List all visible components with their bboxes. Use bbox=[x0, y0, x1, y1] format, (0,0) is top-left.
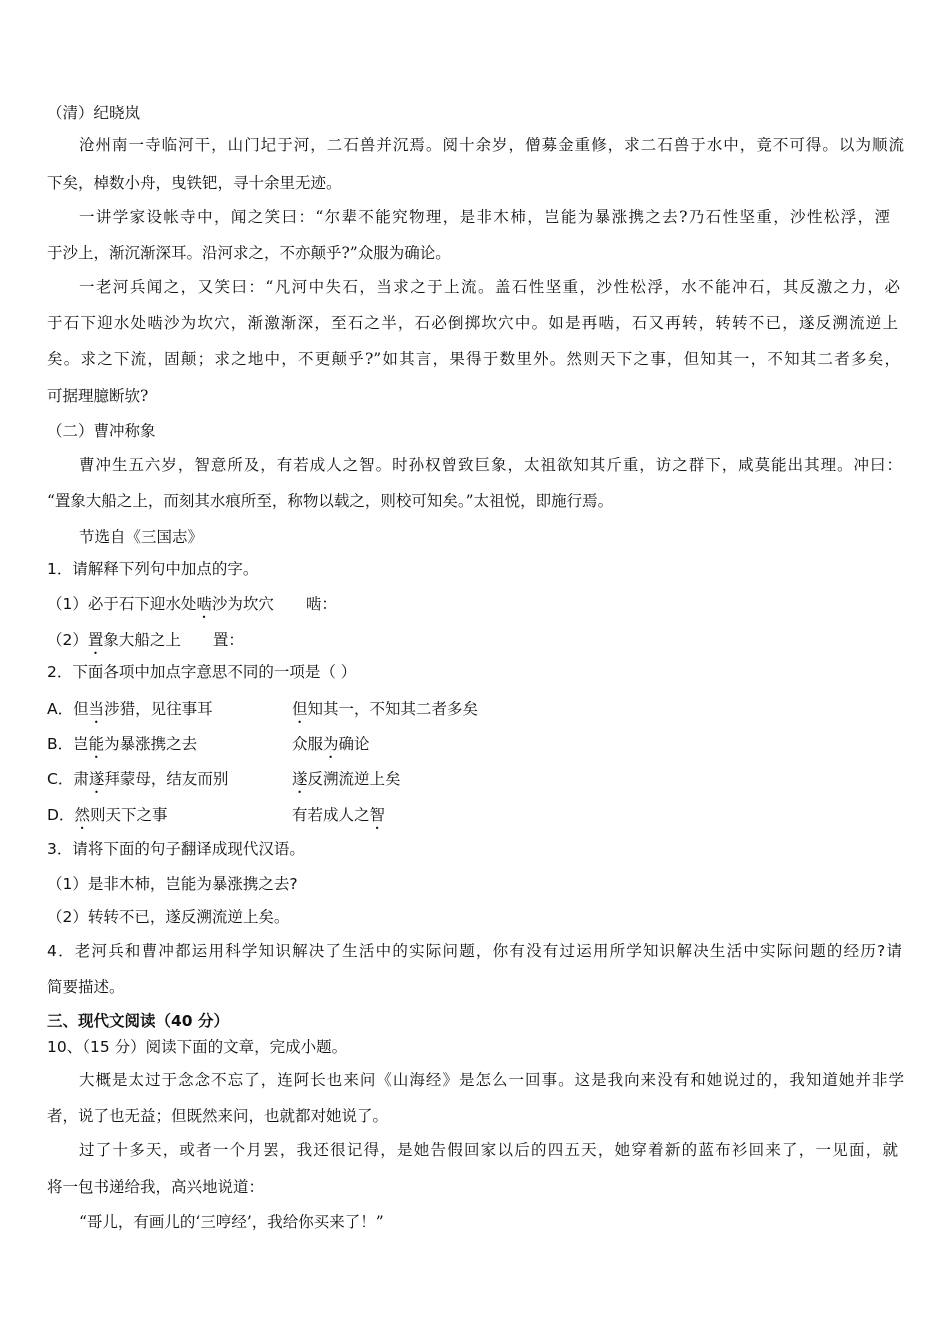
option-c: C．肃遂拜蒙母，结友而别 遂反溯流逆上矣 bbox=[47, 770, 401, 788]
paragraph-line: 于沙上，渐沉渐深耳。沿河求之，不亦颠乎?”众服为确论。 bbox=[47, 244, 451, 262]
question-1-item-2: （2）置象大船之上 置： bbox=[47, 631, 244, 649]
author-line: （清）纪晓岚 bbox=[47, 104, 141, 122]
question-4: 4．老河兵和曹冲都运用科学知识解决了生活中的实际问题，你有没有过运用所学知识解决生活中实际问题的经历?请 bbox=[47, 942, 902, 960]
section-heading: （二）曹冲称象 bbox=[47, 422, 156, 440]
question-3: 3．请将下面的句子翻译成现代汉语。 bbox=[47, 840, 305, 858]
question-1-item-1: （1）必于石下迎水处啮沙为坎穴 啮： bbox=[47, 595, 337, 613]
paragraph-line: 者，说了也无益；但既然来问，也就都对她说了。 bbox=[47, 1107, 389, 1125]
paragraph-line: 一老河兵闻之，又笑曰：“凡河中失石，当求之于上流。盖石性坚重，沙性松浮，水不能冲石，其反激之力，必 bbox=[79, 278, 900, 296]
paragraph-line: 将一包书递给我，高兴地说道： bbox=[47, 1178, 265, 1196]
question-4-cont: 简要描述。 bbox=[47, 978, 125, 996]
paragraph-line: 一讲学家设帐寺中，闻之笑曰：“尔辈不能究物理，是非木杮，岂能为暴涨携之去?乃石性坚重，沙性松浮，湮 bbox=[79, 208, 890, 226]
question-2: 2．下面各项中加点字意思不同的一项是（ ） bbox=[47, 663, 357, 681]
question-10: 10、（15 分）阅读下面的文章，完成小题。 bbox=[47, 1038, 348, 1056]
option-b: B．岂能为暴涨携之去 众服为确论 bbox=[47, 735, 370, 753]
paragraph-line: “哥儿，有画儿的‘三哼经’，我给你买来了！” bbox=[79, 1213, 384, 1231]
option-a: A．但当涉猎，见往事耳 但知其一，不知其二者多矣 bbox=[47, 700, 479, 718]
source-note: 节选自《三国志》 bbox=[79, 528, 204, 546]
paragraph-line: 大概是太过于念念不忘了，连阿长也来问《山海经》是怎么一回事。这是我向来没有和她说过的，我知道她并非学 bbox=[79, 1071, 904, 1089]
paragraph-line: 过了十多天，或者一个月罢，我还很记得，是她告假回家以后的四五天，她穿着新的蓝布衫回来了，一见面，就 bbox=[79, 1141, 898, 1159]
paragraph-line: 可据理臆断欤? bbox=[47, 387, 149, 405]
question-1: 1．请解释下列句中加点的字。 bbox=[47, 560, 259, 578]
section-heading-modern-reading: 三、现代文阅读（40 分） bbox=[47, 1012, 229, 1030]
paragraph-line: 沧州南一寺临河干，山门圮于河，二石兽并沉焉。阅十余岁，僧募金重修，求二石兽于水中，竟不可得。以为顺流 bbox=[79, 136, 904, 154]
paragraph-line: 矣。求之下流，固颠；求之地中，不更颠乎?”如其言，果得于数里外。然则天下之事，但知其一，不知其二者多矣， bbox=[47, 350, 900, 368]
paragraph-line: 曹冲生五六岁，智意所及，有若成人之智。时孙权曾致巨象，太祖欲知其斤重，访之群下，咸莫能出其理。冲曰： bbox=[79, 456, 902, 474]
paragraph-line: 于石下迎水处啮沙为坎穴，渐激渐深，至石之半，石必倒掷坎穴中。如是再啮，石又再转，转转不已，遂反溯流逆上 bbox=[47, 314, 898, 332]
question-3-item-2: （2）转转不已，遂反溯流逆上矣。 bbox=[47, 908, 290, 926]
option-d: D．然则天下之事 有若成人之智 bbox=[47, 806, 386, 824]
paragraph-line: 下矣，棹数小舟，曳铁钯，寻十余里无迹。 bbox=[47, 174, 342, 192]
question-3-item-1: （1）是非木杮，岂能为暴涨携之去? bbox=[47, 875, 298, 893]
paragraph-line: “置象大船之上，而刻其水痕所至，称物以载之，则校可知矣。”太祖悦，即施行焉。 bbox=[47, 492, 614, 510]
